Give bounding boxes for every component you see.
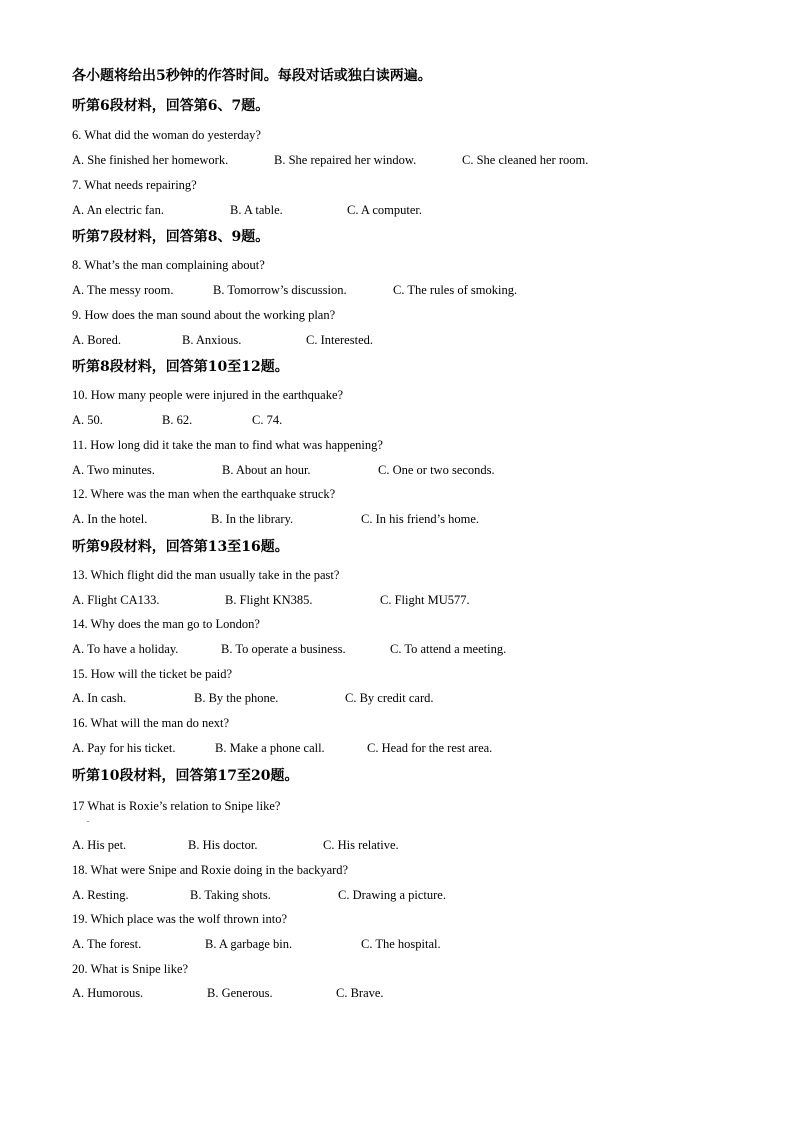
question-11: 11. How long did it take the man to find what was happening?	[72, 438, 383, 452]
question-14: 14. Why does the man go to London?	[72, 617, 260, 631]
section-heading: 听第10段材料，回答第17至20题。	[72, 768, 299, 784]
question-8: 8. What’s the man complaining about?	[72, 258, 265, 272]
option-a: A. The messy room.	[72, 283, 174, 297]
option-b: B. Flight KN385.	[225, 593, 313, 607]
option-a: A. Humorous.	[72, 986, 144, 1000]
option-b: B. A garbage bin.	[205, 937, 293, 951]
option-b: B. 62.	[162, 413, 193, 427]
option-a: A. Two minutes.	[72, 463, 155, 477]
option-b: B. Make a phone call.	[215, 741, 325, 755]
question-7: 7. What needs repairing?	[72, 178, 197, 192]
option-c: C. 74.	[252, 413, 283, 427]
question-15: 15. How will the ticket be paid?	[72, 667, 233, 681]
option-b: B. Generous.	[207, 986, 273, 1000]
option-b: B. Tomorrow’s discussion.	[213, 283, 347, 297]
option-a: A. Flight CA133.	[72, 593, 160, 607]
option-b: B. To operate a business.	[221, 642, 346, 656]
option-c: C. His relative.	[323, 838, 399, 852]
option-c: C. Interested.	[306, 333, 373, 347]
question-9: 9. How does the man sound about the working plan?	[72, 308, 336, 322]
option-c: C. Head for the rest area.	[367, 741, 493, 755]
option-a: A. Resting.	[72, 888, 129, 902]
option-c: C. Brave.	[336, 986, 384, 1000]
option-a: A. Pay for his ticket.	[72, 741, 176, 755]
question-13: 13. Which flight did the man usually take in the past?	[72, 568, 340, 582]
question-16: 16. What will the man do next?	[72, 716, 230, 730]
option-b: B. Taking shots.	[190, 888, 271, 902]
option-c: C. One or two seconds.	[378, 463, 495, 477]
option-c: C. The rules of smoking.	[393, 283, 518, 297]
option-c: C. In his friend’s home.	[361, 512, 480, 526]
option-a: A. In the hotel.	[72, 512, 148, 526]
option-c: C. The hospital.	[361, 937, 441, 951]
option-a: A. To have a holiday.	[72, 642, 179, 656]
option-a: A. She finished her homework.	[72, 153, 229, 167]
option-b: B. A table.	[230, 203, 283, 217]
option-a: A. In cash.	[72, 691, 127, 705]
question-18: 18. What were Snipe and Roxie doing in the backyard?	[72, 863, 349, 877]
option-a: A. 50.	[72, 413, 103, 427]
option-c: C. Flight MU577.	[380, 593, 470, 607]
option-c: C. To attend a meeting.	[390, 642, 507, 656]
stray-dot: .	[87, 815, 89, 824]
option-c: C. Drawing a picture.	[338, 888, 446, 902]
question-10: 10. How many people were injured in the earthquake?	[72, 388, 344, 402]
section-heading: 听第7段材料，回答第8、9题。	[72, 229, 270, 245]
option-b: B. In the library.	[211, 512, 294, 526]
section-heading: 听第6段材料，回答第6、7题。	[72, 98, 270, 114]
question-6: 6. What did the woman do yesterday?	[72, 128, 261, 142]
option-c: C. A computer.	[347, 203, 422, 217]
option-b: B. By the phone.	[194, 691, 279, 705]
section-heading: 听第9段材料，回答第13至16题。	[72, 539, 289, 555]
question-17: 17 What is Roxie’s relation to Snipe like?	[72, 799, 281, 813]
option-b: B. She repaired her window.	[274, 153, 417, 167]
question-12: 12. Where was the man when the earthquake struck?	[72, 487, 336, 501]
option-c: C. She cleaned her room.	[462, 153, 589, 167]
question-20: 20. What is Snipe like?	[72, 962, 189, 976]
option-a: A. The forest.	[72, 937, 142, 951]
option-a: A. His pet.	[72, 838, 127, 852]
option-a: A. Bored.	[72, 333, 121, 347]
question-19: 19. Which place was the wolf thrown into?	[72, 912, 287, 926]
option-b: B. Anxious.	[182, 333, 242, 347]
intro-text: 各小题将给出5秒钟的作答时间。每段对话或独白读两遍。	[72, 68, 432, 84]
section-heading: 听第8段材料，回答第10至12题。	[72, 359, 289, 375]
option-b: B. About an hour.	[222, 463, 311, 477]
option-a: A. An electric fan.	[72, 203, 164, 217]
option-c: C. By credit card.	[345, 691, 434, 705]
option-b: B. His doctor.	[188, 838, 258, 852]
